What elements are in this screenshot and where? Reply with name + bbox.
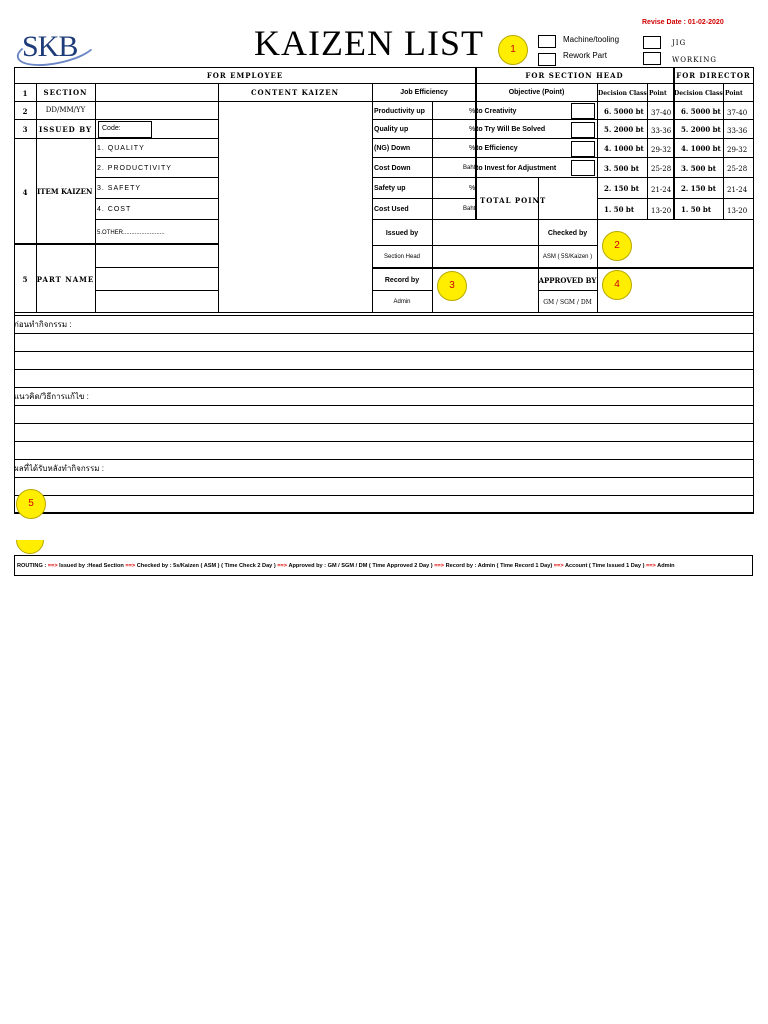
objective-box-try-solved[interactable] <box>571 122 595 138</box>
badge-5: 5 <box>16 489 46 519</box>
job-unit-safety: % <box>469 185 476 192</box>
decision-point-dir-2: 21-24 <box>727 186 748 194</box>
job-row-cost-used: Cost Used <box>374 206 409 213</box>
decision-class-sh-6: 6. 5000 bt <box>604 107 644 116</box>
item-safety[interactable]: 3. SAFETY <box>97 185 142 192</box>
checkbox-rework-part[interactable] <box>538 53 556 66</box>
decision-point-dir-6: 37-40 <box>727 109 748 117</box>
job-unit-quality: % <box>469 126 476 133</box>
label-jig: JIG <box>672 39 687 47</box>
part-name-input-1[interactable] <box>97 246 217 266</box>
row-number-2: 2 <box>22 107 28 116</box>
routing-step-2: Checked by : 5s/Kaizen ( ASM ) ( Time Check 2 Day ) <box>136 563 276 569</box>
decision-class-dir-3: 3. 500 bt <box>681 164 716 173</box>
label-content-kaizen: CONTENT KAIZEN <box>250 88 339 97</box>
routing-arrow-2: ==> <box>125 563 136 569</box>
badge-3: 3 <box>437 271 467 301</box>
decision-class-sh-3: 3. 500 bt <box>604 164 639 173</box>
label-checked-by: Checked by <box>547 230 588 237</box>
routing-arrow-4: ==> <box>434 563 445 569</box>
routing-step-3: Approved by : GM / SGM / DM ( Time Approved 2 Day ) <box>288 563 433 569</box>
label-objective: Objective (Point) <box>508 89 565 96</box>
job-row-productivity: Productivity up <box>374 108 425 115</box>
decision-point-sh-4: 29-32 <box>651 146 672 154</box>
badge-1: 1 <box>498 35 528 65</box>
decision-point-sh-6: 37-40 <box>651 109 672 117</box>
job-row-quality: Quality up <box>374 126 409 133</box>
decision-point-header-sh: Point <box>649 90 667 97</box>
content-kaizen-area[interactable] <box>220 103 370 310</box>
date-input[interactable] <box>97 106 217 117</box>
decision-class-dir-5: 5. 2000 bt <box>681 125 721 134</box>
row-number-3: 3 <box>22 125 28 134</box>
routing-arrow-3: ==> <box>277 563 288 569</box>
objective-creativity: to Creativity <box>476 108 517 115</box>
label-job-efficiency: Job Efficiency <box>400 89 448 96</box>
job-row-cost-down: Cost Down <box>374 165 411 172</box>
part-name-input-3[interactable] <box>97 292 217 311</box>
objective-box-invest[interactable] <box>571 160 595 176</box>
checkbox-working[interactable] <box>643 52 661 65</box>
item-quality[interactable]: 1. QUALITY <box>97 145 145 152</box>
label-section-head: Section Head <box>383 254 421 260</box>
notes-before-area[interactable] <box>16 334 752 386</box>
decision-class-sh-2: 2. 150 bt <box>604 184 639 193</box>
notes-result-area[interactable] <box>16 478 752 511</box>
decision-point-header-dir: Point <box>725 90 743 97</box>
routing-step-5: Account ( Time Issued 1 Day ) <box>564 563 645 569</box>
notes-result-label: ผลที่ได้รับหลังทำกิจกรรม : <box>14 464 104 473</box>
objective-efficiency: to Efficiency <box>476 145 518 152</box>
issued-by-signature[interactable] <box>434 221 537 266</box>
decision-point-dir-3: 25-28 <box>727 165 748 173</box>
total-point-input[interactable] <box>540 179 596 218</box>
label-issued-by-signoff: Issued by <box>385 230 419 237</box>
routing-prefix: ROUTING : <box>17 563 47 569</box>
routing-step-6: Admin <box>657 563 675 569</box>
badge-2: 2 <box>602 231 632 261</box>
decision-point-dir-1: 13-20 <box>727 207 748 215</box>
decision-class-header-dir: Decision Class <box>674 90 723 97</box>
routing-bar <box>14 555 753 576</box>
objective-box-efficiency[interactable] <box>571 141 595 157</box>
job-unit-productivity: % <box>469 108 476 115</box>
item-productivity[interactable]: 2. PRODUCTIVITY <box>97 165 172 172</box>
item-cost[interactable]: 4. COST <box>97 206 132 213</box>
decision-point-sh-3: 25-28 <box>651 165 672 173</box>
company-logo: SKB <box>22 30 78 63</box>
decision-class-dir-1: 1. 50 bt <box>681 205 712 214</box>
label-gm: GM / SGM / DM <box>543 299 592 306</box>
routing-step-4: Record by : Admin ( Time Record 1 Day) <box>445 563 553 569</box>
label-admin: Admin <box>393 299 411 305</box>
decision-class-sh-5: 5. 2000 bt <box>604 125 644 134</box>
decision-point-dir-5: 33-36 <box>727 127 748 135</box>
label-working: WORKING <box>672 56 717 64</box>
badge-4: 4 <box>602 270 632 300</box>
label-total-point: TOTAL POINT <box>480 196 547 205</box>
job-unit-ng-down: % <box>469 145 476 152</box>
revise-date: Revise Date : 01-02-2020 <box>642 19 724 26</box>
notes-before-label: ก่อนทำกิจกรรม : <box>14 320 72 329</box>
routing-arrow-5: ==> <box>553 563 564 569</box>
label-rework-part: Rework Part <box>563 51 608 60</box>
checkbox-machine-tooling[interactable] <box>538 35 556 48</box>
objective-box-creativity[interactable] <box>571 103 595 119</box>
label-machine-tooling: Machine/tooling <box>563 35 620 44</box>
job-unit-cost-used: Baht <box>463 206 476 212</box>
page-title: KAIZEN LIST <box>254 23 484 63</box>
part-name-input-2[interactable] <box>97 269 217 289</box>
decision-class-sh-4: 4. 1000 bt <box>604 144 644 153</box>
decision-point-sh-1: 13-20 <box>651 207 672 215</box>
section-input[interactable] <box>97 88 217 99</box>
code-label: Code: <box>102 125 121 132</box>
header-for-employee: FOR EMPLOYEE <box>206 71 284 80</box>
code-input[interactable] <box>98 121 152 138</box>
label-asm: ASM ( 5S/Kaizen ) <box>542 254 593 260</box>
row-number-5: 5 <box>22 275 28 284</box>
decision-class-dir-4: 4. 1000 bt <box>681 144 721 153</box>
label-item-kaizen: ITEM KAIZEN <box>37 187 93 196</box>
label-issued-by: ISSUED BY <box>39 125 92 134</box>
header-for-section-head: FOR SECTION HEAD <box>525 71 624 80</box>
job-unit-cost-down: Baht <box>463 165 476 171</box>
job-row-safety: Safety up <box>374 185 406 192</box>
routing-step-1: Issued by :Head Section <box>59 563 124 569</box>
label-approved-by: APPROVED BY <box>538 276 597 285</box>
checkbox-jig[interactable] <box>643 36 661 49</box>
label-section: SECTION <box>43 88 88 97</box>
label-record-by: Record by <box>384 277 420 284</box>
header-for-director: FOR DIRECTOR <box>676 71 751 80</box>
decision-point-dir-4: 29-32 <box>727 146 748 154</box>
decision-class-header-sh: Decision Class <box>598 90 647 97</box>
label-date: DD/MM/YY <box>45 106 86 114</box>
decision-class-sh-1: 1. 50 bt <box>604 205 635 214</box>
badge-fragment <box>16 540 44 555</box>
decision-point-sh-2: 21-24 <box>651 186 672 194</box>
decision-class-dir-2: 2. 150 bt <box>681 184 716 193</box>
item-other[interactable]: 5.OTHER......................... <box>97 230 165 236</box>
objective-invest: to Invest for Adjustment <box>476 165 557 172</box>
label-part-name: PART NAME <box>36 275 95 284</box>
notes-approach-area[interactable] <box>16 406 752 458</box>
decision-point-sh-5: 33-36 <box>651 127 672 135</box>
objective-try-solved: to Try Will Be Solved <box>476 126 546 133</box>
row-number-1: 1 <box>22 89 28 98</box>
notes-approach-label: แนวคิด/วิธีการแก้ไข : <box>14 392 89 401</box>
job-row-ng-down: (NG) Down <box>374 145 411 152</box>
row-number-4: 4 <box>22 188 28 197</box>
routing-arrow-6: ==> <box>646 563 656 569</box>
decision-class-dir-6: 6. 5000 bt <box>681 107 721 116</box>
routing-arrow-1: ==> <box>47 563 58 569</box>
